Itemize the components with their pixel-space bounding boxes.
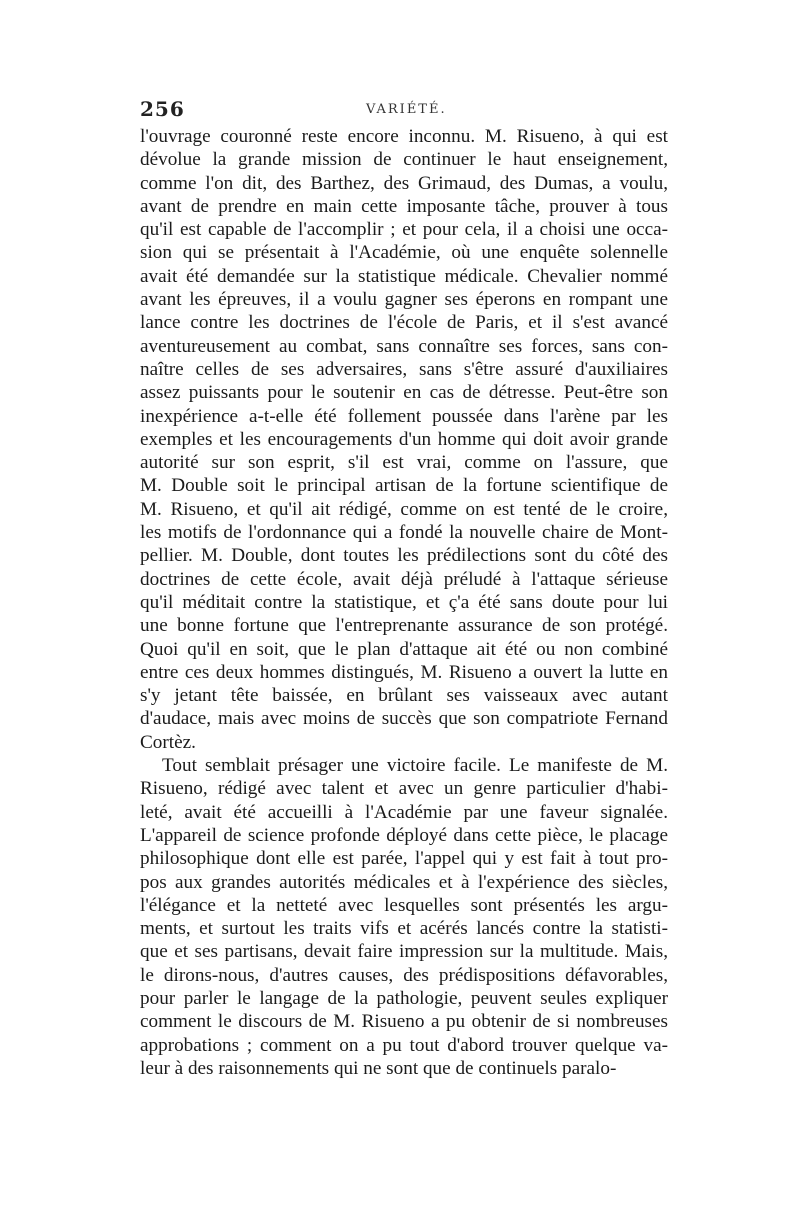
page-number: 256 [140,97,185,121]
text-line: pour parler le langage de la pathologie, peuvent seules expliquer [140,987,668,1009]
text-line: les motifs de l'ordonnance qui a fondé la nouvelle chaire de Mont- [140,522,668,544]
text-line: que et ses partisans, devait faire impression sur la multitude. Mais, [140,941,668,963]
running-head: VARIÉTÉ. [366,102,447,117]
text-line: d'audace, mais avec moins de succès que son compatriote Fernand [140,708,668,730]
text-line: approbations ; comment on a pu tout d'abord trouver quelque va- [140,1034,668,1056]
text-line: entre ces deux hommes distingués, M. Risueno a ouvert la lutte en [140,661,668,683]
text-line: Tout semblait présager une victoire facile. Le manifeste de M. [162,755,668,777]
text-line: qu'il méditait contre la statistique, et ç'a été sans doute pour lui [140,591,668,613]
text-line: doctrines de cette école, avait déjà préludé à l'attaque sérieuse [140,568,668,590]
text-line: M. Risueno, et qu'il ait rédigé, comme on est tenté de le croire, [140,498,668,520]
text-line: Cortèz. [140,731,196,753]
text-line: sion qui se présentait à l'Académie, où une enquête solennelle [140,242,668,264]
text-line: dévolue la grande mission de continuer le haut enseignement, [140,149,668,171]
paragraph [140,125,668,754]
paragraph [140,754,668,1080]
text-line: l'élégance et la netteté avec lesquelles sont présentés les argu- [140,894,668,916]
text-line: pos aux grandes autorités médicales et à l'expérience des siècles, [140,871,668,893]
text-line: avant les épreuves, il a voulu gagner ses éperons en rompant une [140,289,668,311]
text-line: aventureusement au combat, sans connaître ses forces, sans con- [140,335,668,357]
text-line: L'appareil de science profonde déployé dans cette pièce, le placage [140,824,668,846]
text-line: comme l'on dit, des Barthez, des Grimaud, des Dumas, a voulu, [140,172,668,194]
text-line: Risueno, rédigé avec talent et avec un genre particulier d'habi- [140,778,668,800]
text-line: autorité sur son esprit, s'il est vrai, comme on l'assure, que [140,452,668,474]
text-line: comment le discours de M. Risueno a pu obtenir de si nombreuses [140,1011,668,1033]
text-line: inexpérience a-t-elle été follement poussée dans l'arène par les [140,405,668,427]
text-line: exemples et les encouragements d'un homme qui doit avoir grande [140,428,668,450]
text-line: le dirons-nous, d'autres causes, des prédispositions défavorables, [140,964,668,986]
text-line: assez puissants pour le soutenir en cas de détresse. Peut-être son [140,382,668,404]
text-line: pellier. M. Double, dont toutes les prédilections sont du côté des [140,545,668,567]
text-line: philosophique dont elle est parée, l'appel qui y est fait à tout pro- [140,848,668,870]
text-line: naître celles de ses adversaires, sans s'être assuré d'auxiliaires [140,358,668,380]
body-text [140,125,668,1080]
text-line: avait été demandée sur la statistique médicale. Chevalier nommé [140,265,668,287]
text-line: lance contre les doctrines de l'école de Paris, et il s'est avancé [140,312,668,334]
text-line: avant de prendre en main cette imposante tâche, prouver à tous [140,195,668,217]
text-line: ments, et surtout les traits vifs et acérés lancés contre la statisti- [140,918,668,940]
text-line: Quoi qu'il en soit, que le plan d'attaque ait été ou non combiné [140,638,668,660]
text-line: leur à des raisonnements qui ne sont que de continuels paralo- [140,1057,617,1079]
text-line: s'y jetant tête baissée, en brûlant ses vaisseaux avec autant [140,685,668,707]
page-header [140,97,668,121]
text-line: l'ouvrage couronné reste encore inconnu. M. Risueno, à qui est [140,126,668,147]
text-line: leté, avait été accueilli à l'Académie par une faveur signalée. [140,801,668,823]
text-line: M. Double soit le principal artisan de la fortune scientifique de [140,475,668,497]
text-line: qu'il est capable de l'accomplir ; et pour cela, il a choisi une occa- [140,219,668,241]
text-line: une bonne fortune que l'entreprenante assurance de son protégé. [140,615,668,637]
